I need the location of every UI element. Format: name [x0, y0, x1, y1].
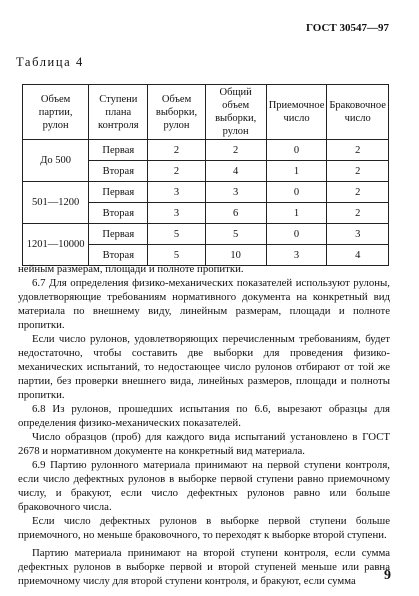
column-header-total-sample-size: Общий объем выборки, рулон [205, 85, 266, 140]
page-number: 9 [384, 568, 391, 583]
paragraph-6-7: 6.7 Для определения физико-механических показателей используют рулоны, удовлетворяющие требованиям нормативного документа на конкретный вид материала по внешнему виду, линейным размерам, площади и полноте пропитки. [18, 277, 390, 331]
acceptance-cell: 0 [266, 224, 327, 245]
column-header-acceptance-number: Приемочное число [266, 85, 327, 140]
paragraph: Партию материала принимают на второй ступени контроля, если сумма дефектных рулонов в выборке первой и второй ступеней меньше или равна приемочному числу для второй ступени контроля, и бракуют, если сумма [18, 547, 390, 587]
rejection-cell: 2 [327, 203, 389, 224]
stage-cell: Вторая [89, 161, 148, 182]
total-sample-cell: 10 [205, 245, 266, 266]
total-sample-cell: 2 [205, 140, 266, 161]
acceptance-cell: 0 [266, 140, 327, 161]
paragraph: Число образцов (проб) для каждого вида испытаний установлено в ГОСТ 2678 и нормативном документе на конкретный вид материала. [18, 431, 390, 457]
lot-size-cell: До 500 [23, 140, 89, 182]
total-sample-cell: 5 [205, 224, 266, 245]
rejection-cell: 3 [327, 224, 389, 245]
table-header-row [23, 85, 389, 140]
sample-size-cell: 2 [148, 161, 205, 182]
sampling-plan-table [22, 84, 389, 266]
table-row [23, 182, 389, 203]
total-sample-cell: 3 [205, 182, 266, 203]
acceptance-cell: 1 [266, 203, 327, 224]
body-text [18, 262, 390, 588]
lot-size-cell: 1201—10000 [23, 224, 89, 266]
stage-cell: Вторая [89, 245, 148, 266]
table-row [23, 140, 389, 161]
sample-size-cell: 3 [148, 203, 205, 224]
stage-cell: Вторая [89, 203, 148, 224]
stage-cell: Первая [89, 224, 148, 245]
paragraph: Если число дефектных рулонов в выборке первой ступени больше приемочного, но меньше браковочного, то переходят к выборке второй ступени. [18, 515, 390, 541]
paragraph-6-8: 6.8 Из рулонов, прошедших испытания по 6.6, вырезают образцы для определения физико-механических показателей. [18, 403, 390, 429]
total-sample-cell: 4 [205, 161, 266, 182]
sample-size-cell: 5 [148, 224, 205, 245]
sample-size-cell: 5 [148, 245, 205, 266]
rejection-cell: 4 [327, 245, 389, 266]
rejection-cell: 2 [327, 161, 389, 182]
stage-cell: Первая [89, 182, 148, 203]
sample-size-cell: 2 [148, 140, 205, 161]
total-sample-cell: 6 [205, 203, 266, 224]
table-caption: Таблица 4 [16, 55, 84, 69]
lot-size-cell: 501—1200 [23, 182, 89, 224]
column-header-control-stage: Ступени плана контроля [89, 85, 148, 140]
acceptance-cell: 3 [266, 245, 327, 266]
column-header-lot-size: Объем партии, рулон [23, 85, 89, 140]
column-header-sample-size: Объем выборки, рулон [148, 85, 205, 140]
rejection-cell: 2 [327, 182, 389, 203]
acceptance-cell: 0 [266, 182, 327, 203]
table-row [23, 224, 389, 245]
column-header-rejection-number: Браковочное число [327, 85, 389, 140]
paragraph: Если число рулонов, удовлетворяющих перечисленным требованиям, будет недостаточно, чтобы составить две выборки для проведения физико-механических испытаний, то недостающее число рулонов отбирают от той же партии, без проверки внешнего вида, линейных размеров, площади и полноты пропитки. [18, 333, 390, 401]
rejection-cell: 2 [327, 140, 389, 161]
acceptance-cell: 1 [266, 161, 327, 182]
paragraph-continuation: нейным размерам, площади и полноте пропитки. [18, 263, 244, 275]
stage-cell: Первая [89, 140, 148, 161]
paragraph-6-9: 6.9 Партию рулонного материала принимают на первой ступени контроля, если число дефектных рулонов в выборке первой ступени равно приемочному числу, и бракуют, если число дефектных рулонов равно или больше браковочного числа. [18, 459, 390, 513]
sample-size-cell: 3 [148, 182, 205, 203]
document-header: ГОСТ 30547—97 [306, 22, 389, 34]
